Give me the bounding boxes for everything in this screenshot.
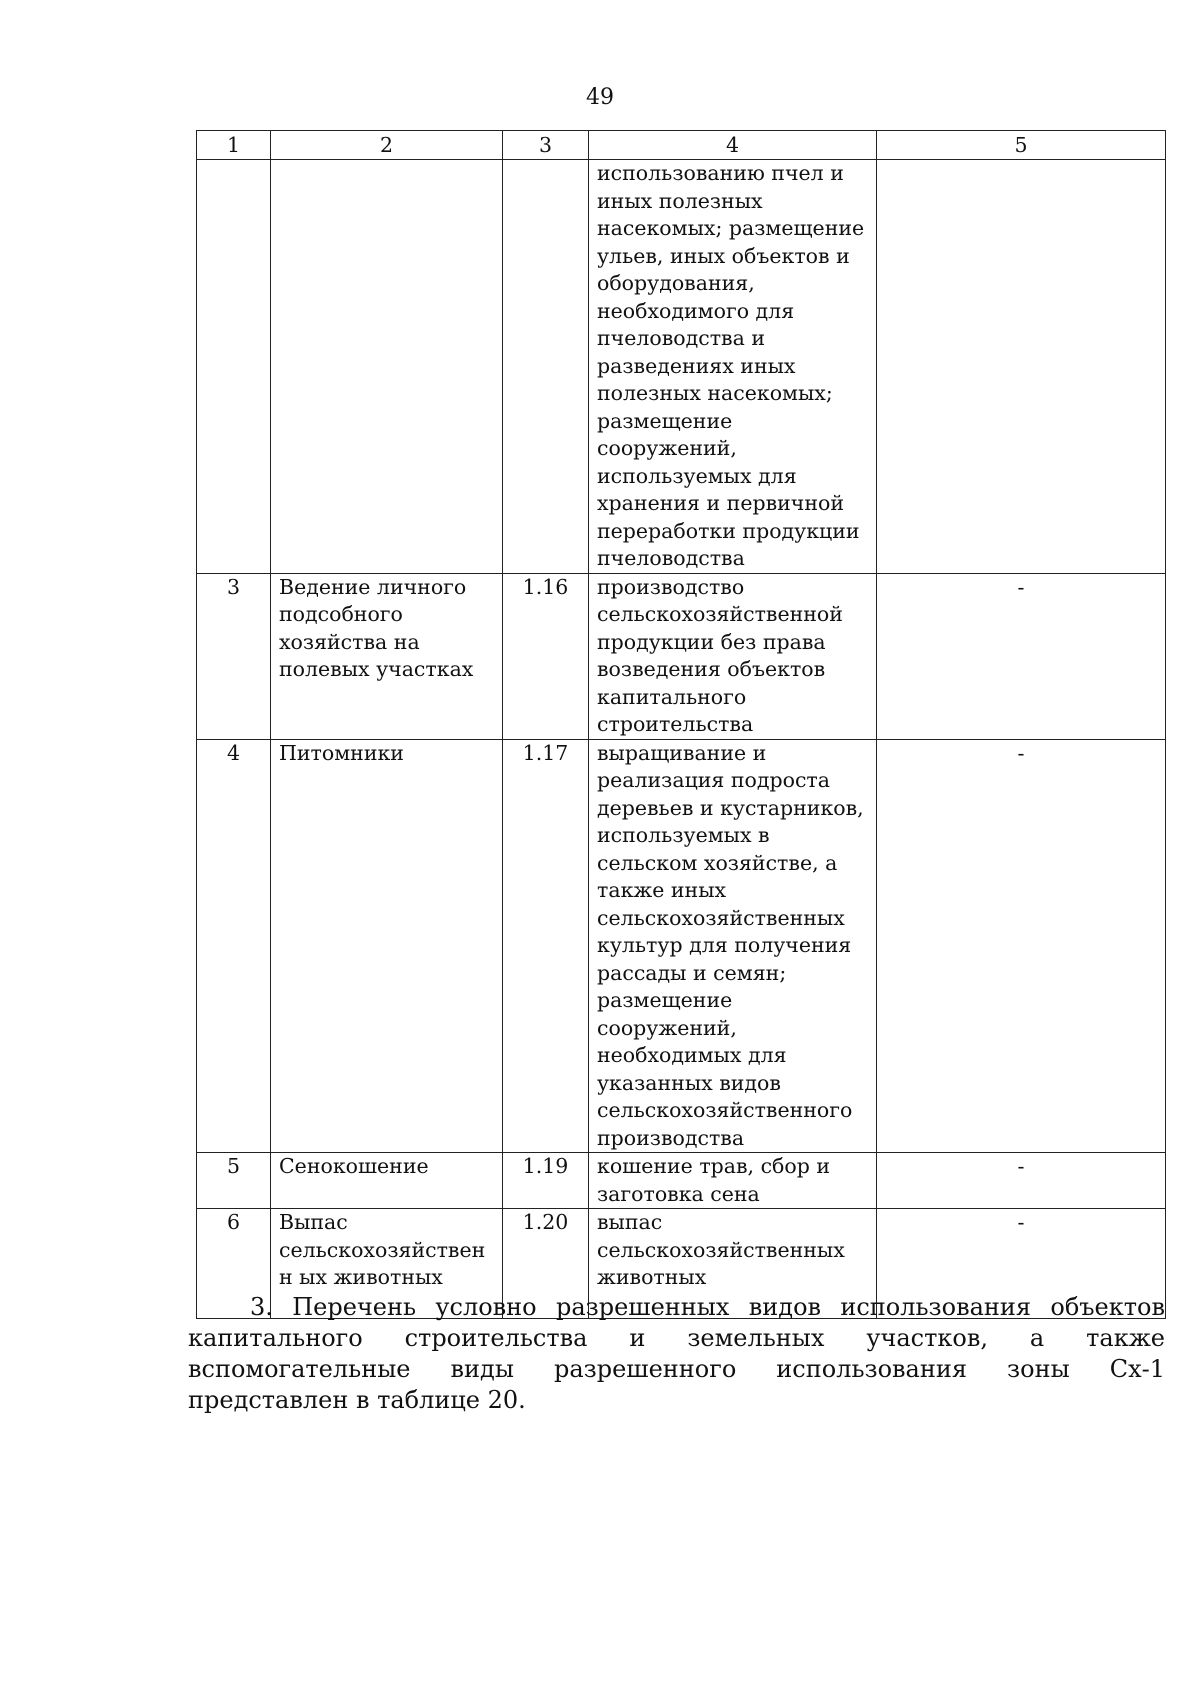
- use-type-code: [503, 160, 589, 574]
- row-number: 3: [197, 573, 271, 739]
- use-type-extra: [877, 160, 1166, 574]
- use-type-name: [271, 160, 503, 574]
- use-type-description: кошение трав, сбор и заготовка сена: [589, 1153, 877, 1209]
- use-type-description: использованию пчел и иных полезных насекомых; размещение ульев, иных объектов и оборудования, необходимого для пчеловодства и разведениях иных полезных насекомых; размещение сооружений, используемых для хранения и первичной переработки продукции пчеловодства: [589, 160, 877, 574]
- use-type-name: Ведение личного подсобного хозяйства на полевых участках: [271, 573, 503, 739]
- column-header-3: 3: [503, 131, 589, 160]
- land-use-table: [196, 130, 1166, 1319]
- table-row: [197, 573, 1166, 739]
- use-type-code: 1.20: [503, 1209, 589, 1319]
- row-number: [197, 160, 271, 574]
- row-number: 6: [197, 1209, 271, 1319]
- use-type-code: 1.16: [503, 573, 589, 739]
- use-type-name: Питомники: [271, 739, 503, 1153]
- use-type-extra: -: [877, 1153, 1166, 1209]
- use-type-name: Выпас сельскохозяйственн ых животных: [271, 1209, 503, 1319]
- table-header-row: [197, 131, 1166, 160]
- column-header-2: 2: [271, 131, 503, 160]
- use-type-description: выращивание и реализация подроста деревьев и кустарников, используемых в сельском хозяйстве, а также иных сельскохозяйственных культур для получения рассады и семян; размещение сооружений, необходимых для указанных видов сельскохозяйственного производства: [589, 739, 877, 1153]
- table-row: [197, 160, 1166, 574]
- column-header-4: 4: [589, 131, 877, 160]
- use-type-code: 1.17: [503, 739, 589, 1153]
- use-type-description: производство сельскохозяйственной продукции без права возведения объектов капитального строительства: [589, 573, 877, 739]
- body-paragraph: 3. Перечень условно разрешенных видов использования объектов капитального строительства и земельных участков, а также вспомогательные виды разрешенного использования зоны Сх-1 представлен в таблице 20.: [188, 1293, 1165, 1414]
- use-type-code: 1.19: [503, 1153, 589, 1209]
- use-type-extra: -: [877, 739, 1166, 1153]
- use-type-description: выпас сельскохозяйственных животных: [589, 1209, 877, 1319]
- use-type-name: Сенокошение: [271, 1153, 503, 1209]
- use-type-extra: -: [877, 573, 1166, 739]
- column-header-1: 1: [197, 131, 271, 160]
- table-row: [197, 739, 1166, 1153]
- page-number: 49: [586, 85, 614, 110]
- table-row: [197, 1153, 1166, 1209]
- row-number: 4: [197, 739, 271, 1153]
- column-header-5: 5: [877, 131, 1166, 160]
- row-number: 5: [197, 1153, 271, 1209]
- use-type-extra: -: [877, 1209, 1166, 1319]
